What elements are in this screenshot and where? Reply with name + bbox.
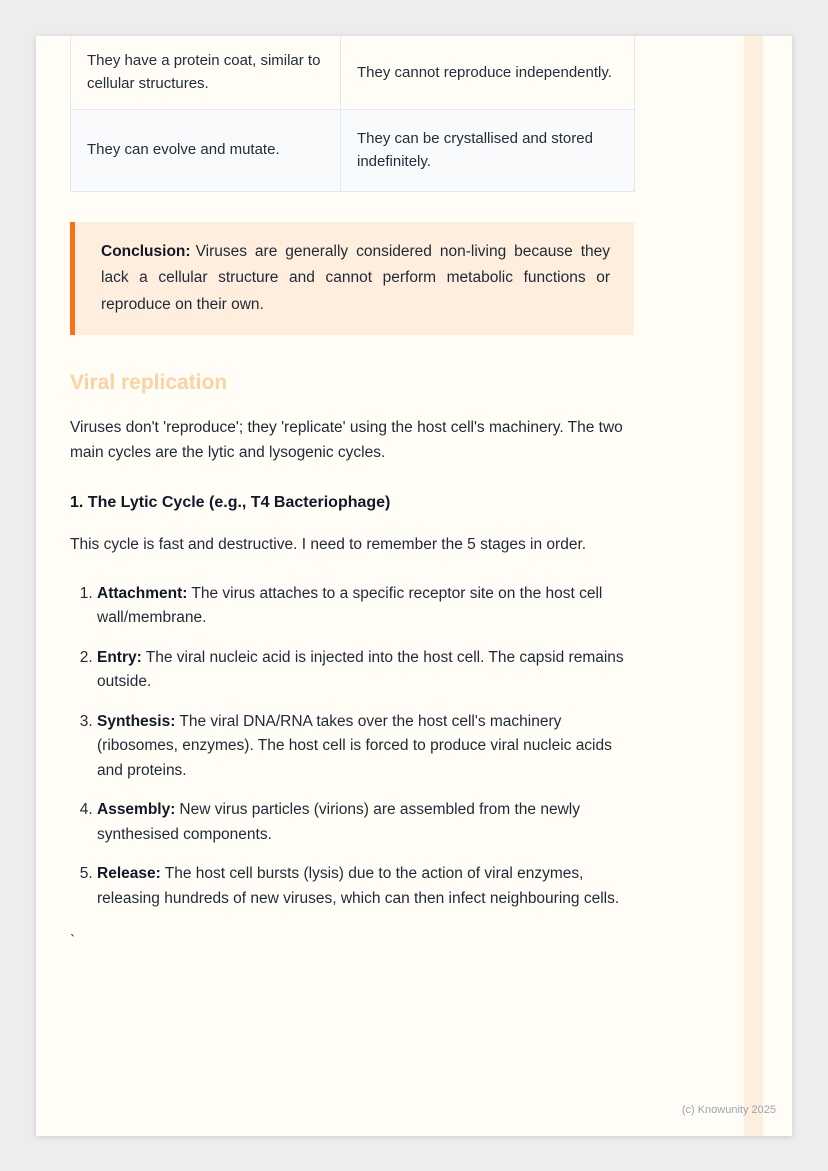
step-text: The host cell bursts (lysis) due to the action of viral enzymes, releasing hundreds of new viruses, which can then infect neighbouring cells. bbox=[97, 865, 620, 907]
list-item bbox=[97, 862, 642, 911]
stray-character: ` bbox=[70, 933, 76, 951]
section-heading: Viral replication bbox=[70, 371, 228, 395]
list-item bbox=[97, 646, 642, 695]
step-text: The viral nucleic acid is injected into the host cell. The capsid remains outside. bbox=[97, 648, 624, 691]
table-cell: They can be crystallised and stored indefinitely. bbox=[341, 109, 635, 191]
table-row bbox=[71, 36, 635, 109]
step-label: Release: bbox=[97, 865, 161, 883]
table-cell: They have a protein coat, similar to cellular structures. bbox=[71, 36, 341, 109]
table-cell: They can evolve and mutate. bbox=[71, 109, 341, 191]
step-text: The virus attaches to a specific receptor site on the host cell wall/membrane. bbox=[97, 584, 603, 627]
conclusion-callout bbox=[70, 222, 634, 336]
step-label: Assembly: bbox=[97, 801, 176, 819]
footer-credit: (c) Knowunity 2025 bbox=[681, 1104, 776, 1116]
lytic-cycle-subheading: 1. The Lytic Cycle (e.g., T4 Bacteriophage) bbox=[70, 494, 391, 512]
list-item bbox=[97, 710, 642, 783]
document-page bbox=[36, 36, 792, 1136]
callout-text: Viruses are generally considered non-living because they lack a cellular structure and cannot perform metabolic functions or reproduce on their own. bbox=[101, 242, 610, 313]
document-content bbox=[36, 36, 640, 951]
lead-paragraph: This cycle is fast and destructive. I need to remember the 5 stages in order. bbox=[70, 536, 587, 554]
step-label: Synthesis: bbox=[97, 712, 176, 730]
list-item bbox=[97, 582, 642, 631]
intro-paragraph: Viruses don't 'reproduce'; they 'replicate' using the host cell's machinery. The two main cycles are the lytic and lysogenic cycles. bbox=[70, 419, 623, 461]
step-label: Entry: bbox=[97, 648, 142, 666]
step-text: New virus particles (virions) are assembled from the newly synthesised components. bbox=[97, 801, 580, 843]
table-cell: They cannot reproduce independently. bbox=[341, 36, 635, 109]
lytic-cycle-steps bbox=[70, 582, 642, 911]
step-label: Attachment: bbox=[97, 584, 188, 602]
table-row bbox=[71, 109, 635, 191]
page-edge-strip bbox=[744, 36, 763, 1136]
callout-label: Conclusion: bbox=[101, 242, 191, 260]
comparison-table bbox=[70, 36, 635, 192]
list-item bbox=[97, 798, 642, 847]
step-text: The viral DNA/RNA takes over the host cell's machinery (ribosomes, enzymes). The host cell is forced to produce viral nucleic acids and proteins. bbox=[97, 712, 612, 779]
